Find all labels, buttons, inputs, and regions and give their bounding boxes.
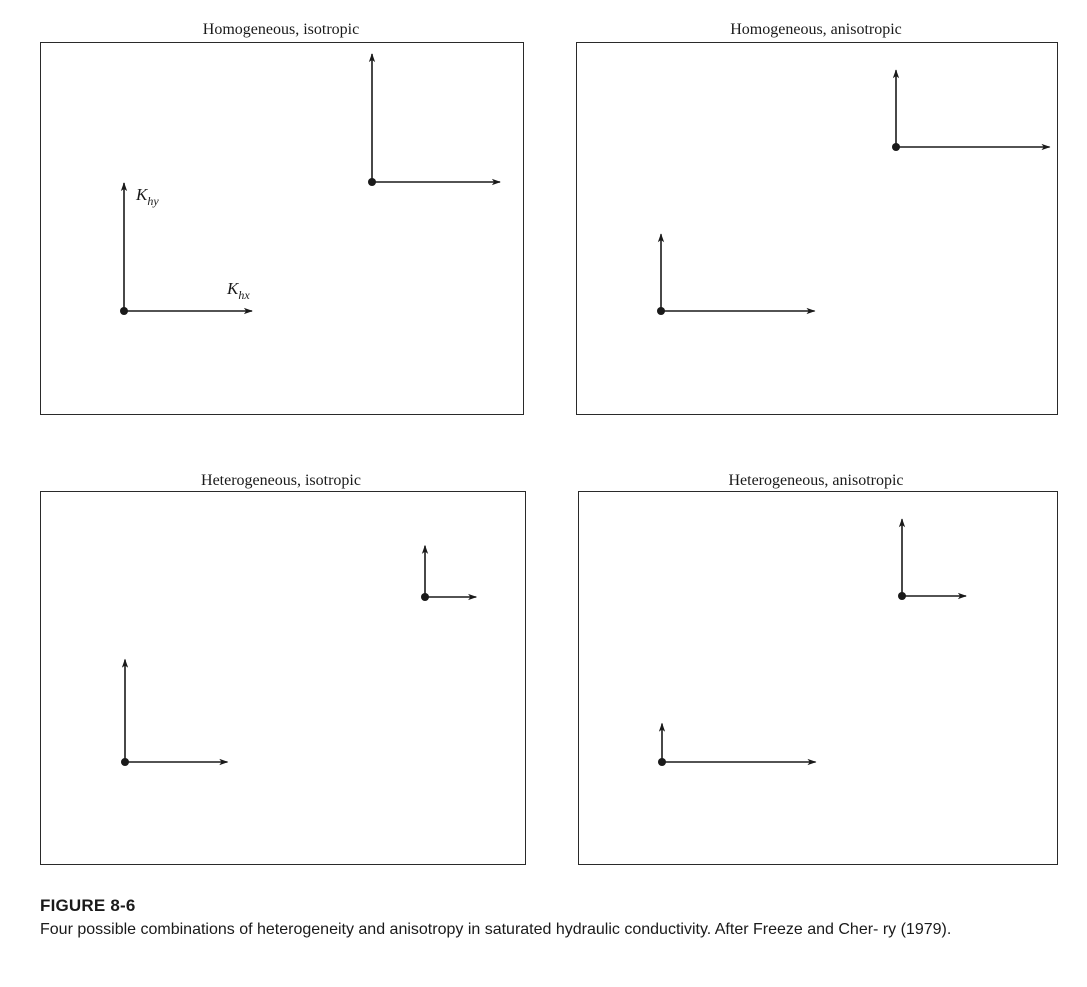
khy-label: $K_{hy}$	[136, 185, 159, 208]
figure-caption: Four possible combinations of heterogeneity and anisotropy in saturated hydraulic conductivity. After Freeze and Cher- ry (1979).	[40, 921, 952, 938]
origin-point	[658, 758, 666, 766]
panel-title-homogeneous-anisotropic: Homogeneous, anisotropic	[730, 21, 902, 38]
panel-title-homogeneous-isotropic: Homogeneous, isotropic	[202, 21, 360, 38]
heterogeneous-isotropic-vector-upper-right	[421, 546, 476, 601]
origin-point	[657, 307, 665, 315]
origin-point	[898, 592, 906, 600]
homogeneous-anisotropic-vector-lower-left	[657, 234, 815, 315]
figure-label: FIGURE 8-6	[40, 896, 136, 915]
panel-title-heterogeneous-anisotropic: Heterogeneous, anisotropic	[728, 472, 904, 489]
panel-title-heterogeneous-isotropic: Heterogeneous, isotropic	[201, 472, 361, 489]
heterogeneous-anisotropic-vector-upper-right	[898, 519, 966, 600]
origin-point	[120, 307, 128, 315]
homogeneous-anisotropic-vector-upper-right	[892, 70, 1050, 151]
heterogeneous-isotropic-vector-lower-left	[121, 660, 227, 766]
khx-label: $K_{hx}$	[227, 279, 250, 302]
origin-point	[368, 178, 376, 186]
heterogeneous-anisotropic-vector-lower-left	[658, 724, 816, 766]
origin-point	[892, 143, 900, 151]
origin-point	[421, 593, 429, 601]
homogeneous-isotropic-vector-upper-right	[368, 54, 500, 186]
origin-point	[121, 758, 129, 766]
